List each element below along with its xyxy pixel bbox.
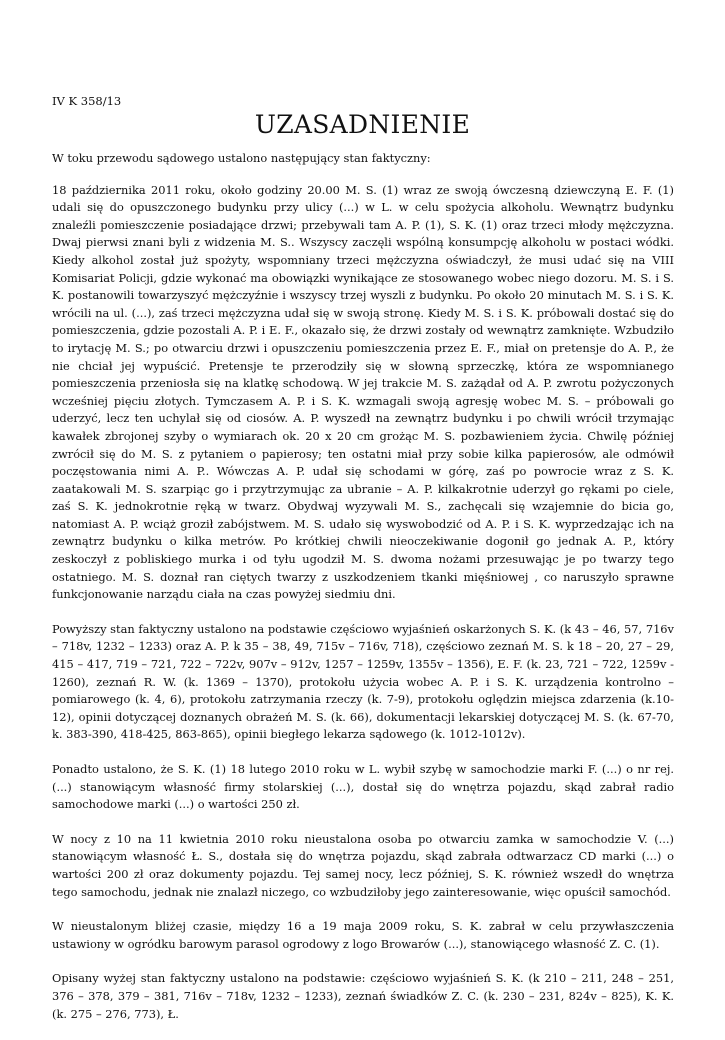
paragraph-car-theft: Ponadto ustalono, że S. K. (1) 18 lutego 2010 roku w L. wybił szybę w samochodzie marki F. (...) o nr rej. (...) stanowiącym własność firmy stolarskiej (...), dostał się do wnętrza pojazdu, skąd zabrał radio samochodowe marki (...) o wartości 250 zł. (52, 762, 674, 812)
document-body (52, 150, 674, 1040)
case-number: IV K 358/13 (52, 94, 122, 108)
paragraph-evidence: Powyższy stan faktyczny ustalono na podstawie częściowo wyjaśnień oskarżonych S. K. (k 43 – 46, 57, 716v – 718v, 1232 – 1233) oraz A. P. k 35 – 38, 49, 715v – 716v, 718), częściowo zeznań M. S. k 18 – 20, 27 – 29, 415 – 417, 719 – 721, 722 – 722v, 907v – 912v, 1257 – 1259v, 1355v – 1356), E. F. (k. 23, 721 – 722, 1259v - 1260), zeznań R. W. (k. 1369 – 1370), protokołu użycia wobec A. P. i S. K. urządzenia kontrolno – pomiarowego (k. 4, 6), protokołu zatrzymania rzeczy (k. 7-9), protokołu oględzin miejsca zdarzenia (k.10-12), opinii dotyczącej doznanych obrażeń M. S. (k. 66), dokumentacji lekarskiej dotyczącej M. S. (k. 67-70, k. 383-390, 418-425, 863-865), opinii biegłego lekarza sądowego (k. 1012-1012v). (52, 621, 674, 742)
paragraph-evidence-2: Opisany wyżej stan faktyczny ustalono na podstawie: częściowo wyjaśnień S. K. (k 210 – 211, 248 – 251, 376 – 378, 379 – 381, 716v – 718v, 1232 – 1233), zeznań świadków Z. C. (k. 230 – 231, 824v – 825), K. K. (k. 275 – 276, 773), Ł. (52, 971, 674, 1021)
paragraph-umbrella-theft: W nieustalonym bliżej czasie, między 16 a 19 maja 2009 roku, S. K. zabrał w celu przywłaszczenia ustawiony w ogródku barowym parasol ogrodowy z logo Browarów (...), stanowiącego własność Z. C. (1). (52, 919, 674, 951)
paragraph-intro: W toku przewodu sądowego ustalono następujący stan faktyczny: (52, 151, 431, 165)
paragraph-facts: 18 października 2011 roku, około godziny 20.00 M. S. (1) wraz ze swoją ówczesną dziewczyną E. F. (1) udali się do opuszczonego budynku przy ulicy (...) w L. w celu spożycia alkoholu. Wewnątrz budynku znaleźli pomieszczenie posiadające drzwi; przebywali tam A. P. (1), S. K. (1) oraz trzeci młody mężczyzna. Dwaj pierwsi znani byli z widzenia M. S.. Wszyscy zaczęli wspólną konsumpcję alkoholu w postaci wódki. Kiedy alkohol został już spożyty, wspomniany trzeci mężczyzna oświadczył, że musi udać się na VIII Komisariat Policji, gdzie wykonać ma obowiązki wynikające ze stosowanego wobec niego dozoru. M. S. i S. K. postanowili towarzyszyć mężczyźnie i wszyscy trzej wyszli z budynku. Po około 20 minutach M. S. i S. K. wrócili na ul. (...), zaś trzeci mężczyzna udał się w swoją stronę. Kiedy M. S. i S. K. próbowali dostać się do pomieszczenia, gdzie pozostali A. P. i E. F., okazało się, że drzwi zostały od wewnątrz zamknięte. Wzbudziło to irytację M. S.; po otwarciu drzwi i opuszczeniu pomieszczenia przez E. F., miał on pretensje do A. P., że nie chciał jej wypuścić. Pretensje te przerodziły się w słowną sprzeczkę, która ze wspomnianego pomieszczenia przeniosła się na klatkę schodową. W jej trakcie M. S. zażądał od A. P. zwrotu pożyczonych wcześniej pięciu złotych. Tymczasem A. P. i S. K. wzmagali swoją agresję wobec M. S. – próbowali go uderzyć, lecz ten uchylał się od ciosów. A. P. wyszedł na zewnątrz budynku i po chwili wrócił trzymając kawałek zbrojonej szyby o wymiarach ok. 20 x 20 cm grożąc M. S. pozbawieniem życia. Chwilę później zwrócił się do M. S. z pytaniem o papierosy; ten ostatni miał przy sobie kilka papierosów, ale odmówił poczęstowania nimi A. P.. Wówczas A. P. udał się schodami w górę, zaś po powrocie wraz z S. K. zaatakowali M. S. szarpiąc go i przytrzymując za ubranie – A. P. kilkakrotnie uderzył go rękami po ciele, zaś S. K. jednokrotnie ręką w twarz. Obydwaj wyzywali M. S., zachęcali się wzajemnie do bicia go, natomiast A. P. wciąż groził zabójstwem. M. S. udało się wyswobodzić od A. P. i S. K. wyprzedzając ich na zewnątrz budynku o kilka metrów. Po krótkiej chwili nieoczekiwanie dogonił go jednak A. P., który zeskoczył z pobliskiego murka i od tyłu ugodził M. S. dwoma nożami przesuwając je po twarzy tego ostatniego. M. S. doznał ran ciętych twarzy z uszkodzeniem tkanki mięśniowej , co naruszyło sprawne funkcjonowanie narządu ciała na czas powyżej siedmiu dni. (52, 182, 674, 602)
paragraph-second-vehicle: W nocy z 10 na 11 kwietnia 2010 roku nieustalona osoba po otwarciu zamka w samochodzie V. (...) stanowiącym własność Ł. S., dostała się do wnętrza pojazdu, skąd zabrała odtwarzacz CD marki (...) o wartości 200 zł oraz dokumenty pojazdu. Tej samej nocy, lecz później, S. K. również wszedł do wnętrza tego samochodu, jednak nie znalazł niczego, co wzbudziłoby jego zainteresowanie, więc opuścił samochód. (52, 831, 674, 899)
page-title: UZASADNIENIE (254, 110, 471, 139)
